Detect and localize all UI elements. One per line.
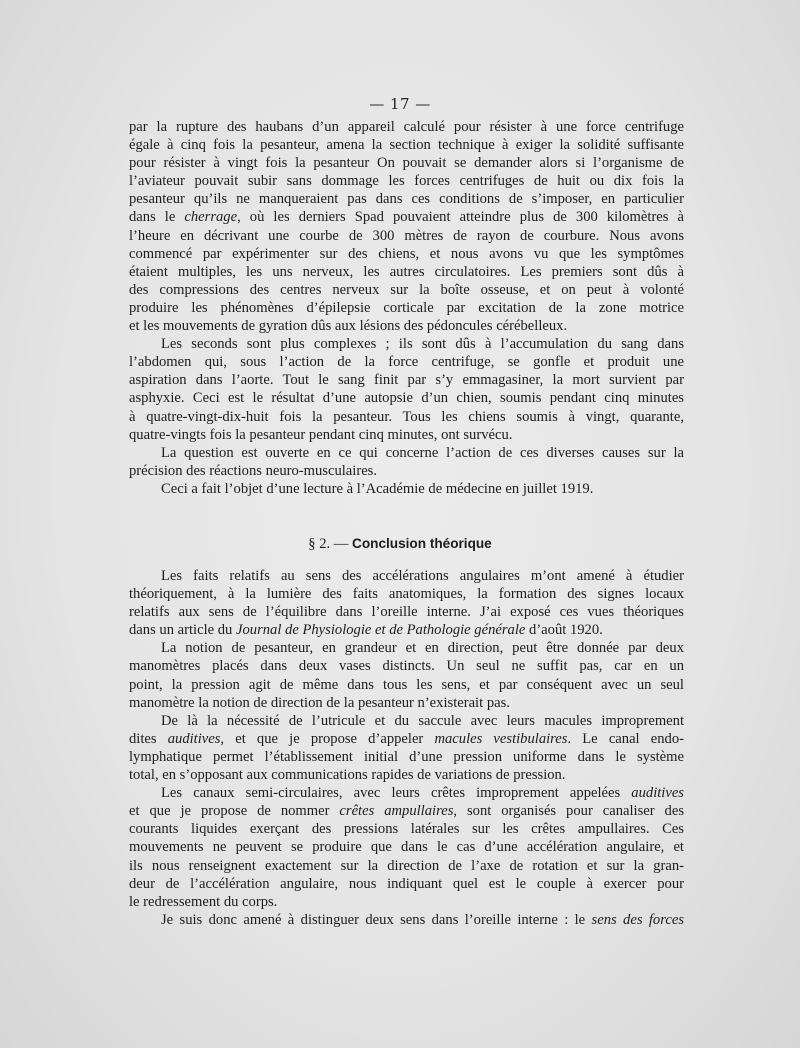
text-fragment: d’août 1920. (525, 622, 603, 639)
text-line: Les seconds sont plus complexes ; ils sont dûs à l’accumulation du sang dans (161, 336, 684, 353)
italic-term: macules vestibulaires (434, 730, 568, 747)
text-fragment: Les canaux semi-circulaires, avec leurs crêtes improprement appelées (161, 785, 632, 802)
text-line: le redressement du corps. (129, 893, 278, 910)
text-fragment: Je suis donc amené à distinguer deux sens dans l’oreille interne : le (161, 911, 592, 928)
page-number: — 17 — (369, 95, 431, 113)
text-fragment: dans un article du (129, 622, 236, 639)
text-line: précision des réactions neuro-musculaires. (129, 462, 378, 479)
text-line: l’aviateur pouvait subir sans dommage les forces centrifuges de huit ou dix fois la (129, 173, 684, 190)
text-line: par la rupture des haubans d’un appareil calculé pour résister à une force centrifuge (129, 119, 684, 135)
text-line: aspiration dans l’aorte. Tout le sang finit par s’y emmagasiner, la mort survient par (129, 372, 684, 389)
text-line: produire les phénomènes d’épilepsie corticale par excitation de la zone motrice (129, 299, 684, 316)
text-line: étaient multiples, les uns nerveux, les autres circulatoires. Les premiers sont dûs à (129, 263, 684, 280)
text-line: mouvements ne peuvent se produire que dans le cas d’une accélération angulaire, et (129, 839, 684, 856)
text-line: quatre-vingts fois la pesanteur pendant cinq minutes, ont survécu. (129, 426, 513, 443)
text-line: De là la nécessité de l’utricule et du saccule avec leurs macules improprement (161, 712, 684, 729)
text-line: pesanteur qu’ils ne manqueraient pas dans ces conditions de s’imposer, en particulier (129, 191, 684, 208)
italic-term: sens des forces (591, 911, 684, 928)
text-fragment: . Le canal endo- (567, 730, 684, 747)
italic-term: auditives (167, 730, 221, 747)
text-line: courants liquides exerçant des pressions latérales sur les crêtes ampullaires. Ces (129, 821, 684, 838)
text-line: La notion de pesanteur, en grandeur et en direction, peut être donnée par deux (161, 640, 684, 657)
italic-term: auditives (631, 785, 684, 802)
text-fragment: et que je propose de nommer (129, 803, 340, 820)
text-fragment: dans le (129, 209, 185, 226)
text-line: relatifs aux sens de l’équilibre dans l’oreille interne. J’ai exposé ces vues théoriques (129, 604, 684, 621)
italic-term: crêtes ampullaires (339, 803, 454, 820)
text-fragment: , et que je propose d’appeler (220, 730, 435, 747)
text-line (129, 730, 684, 748)
text-line: l’heure en décrivant une courbe de 300 mètres de rayon de courbure. Nous avons (129, 227, 684, 244)
text-line: égale à cinq fois la pesanteur, amena la section technique à exiger la solidité suffisante (129, 137, 684, 154)
text-line: des compressions des centres nerveux sur la boîte osseuse, et on peut à volonté (129, 281, 684, 298)
text-line: pour résister à vingt fois la pesanteur On pouvait se demander alors si l’organisme de (129, 155, 684, 172)
text-fragment: , où les derniers Spad pouvaient atteindre plus de 300 kilomètres à (237, 209, 684, 226)
text-line: théoriquement, à la lumière des faits anatomiques, la formation des signes locaux (129, 586, 684, 603)
text-line: total, en s’opposant aux communications rapides de variations de pression. (129, 767, 566, 784)
italic-term: cherrage (184, 209, 238, 226)
text-line: Les faits relatifs au sens des accélérations angulaires m’ont amené à étudier (161, 568, 684, 584)
text-line: commencé par expérimenter sur des chiens, et nous avons vu que les symptômes (129, 245, 684, 262)
text-line (129, 802, 684, 820)
text-line (129, 911, 684, 929)
section-title: Conclusion théorique (352, 536, 492, 551)
text-line: manomètres placés dans deux vases distincts. Un seul ne suffit pas, car en un (129, 658, 684, 675)
section-number: § 2. — (308, 536, 353, 552)
section-heading (0, 536, 800, 553)
text-line: asphyxie. Ceci est le résultat d’une autopsie d’un chien, soumis pendant cinq minutes (129, 390, 684, 407)
text-line (129, 208, 684, 226)
journal-title: Journal de Physiologie et de Pathologie générale (236, 622, 526, 639)
text-line (129, 621, 684, 639)
text-line: manomètre la notion de direction de la pesanteur n’existerait pas. (129, 694, 510, 711)
body-text-top (129, 118, 684, 498)
text-line: ils nous renseignent exactement sur la direction de l’axe de rotation et sur la gran- (129, 857, 684, 874)
text-fragment: , sont organisés pour canaliser des (453, 803, 684, 820)
text-line: Ceci a fait l’objet d’une lecture à l’Académie de médecine en juillet 1919. (161, 480, 594, 497)
body-text-bottom (129, 567, 684, 929)
text-line: deur de l’accélération angulaire, nous indiquant quel est le couple à exercer pour (129, 875, 684, 892)
text-line: et les mouvements de gyration dûs aux lésions des pédoncules cérébelleux. (129, 318, 568, 335)
text-line: point, la pression agit de même dans tous les sens, et par conséquent avec un seul (129, 676, 684, 693)
text-line: lymphatique permet l’établissement initial d’une pression uniforme dans le système (129, 748, 684, 765)
text-line: La question est ouverte en ce qui concerne l’action de ces diverses causes sur la (161, 444, 684, 461)
text-line (129, 784, 684, 802)
text-line: l’abdomen qui, sous l’action de la force centrifuge, se gonfle et produit une (129, 354, 684, 371)
text-line: à quatre-vingt-dix-huit fois la pesanteur. Tous les chiens soumis à vingt, quarante, (129, 408, 684, 425)
text-fragment: dites (129, 730, 168, 747)
